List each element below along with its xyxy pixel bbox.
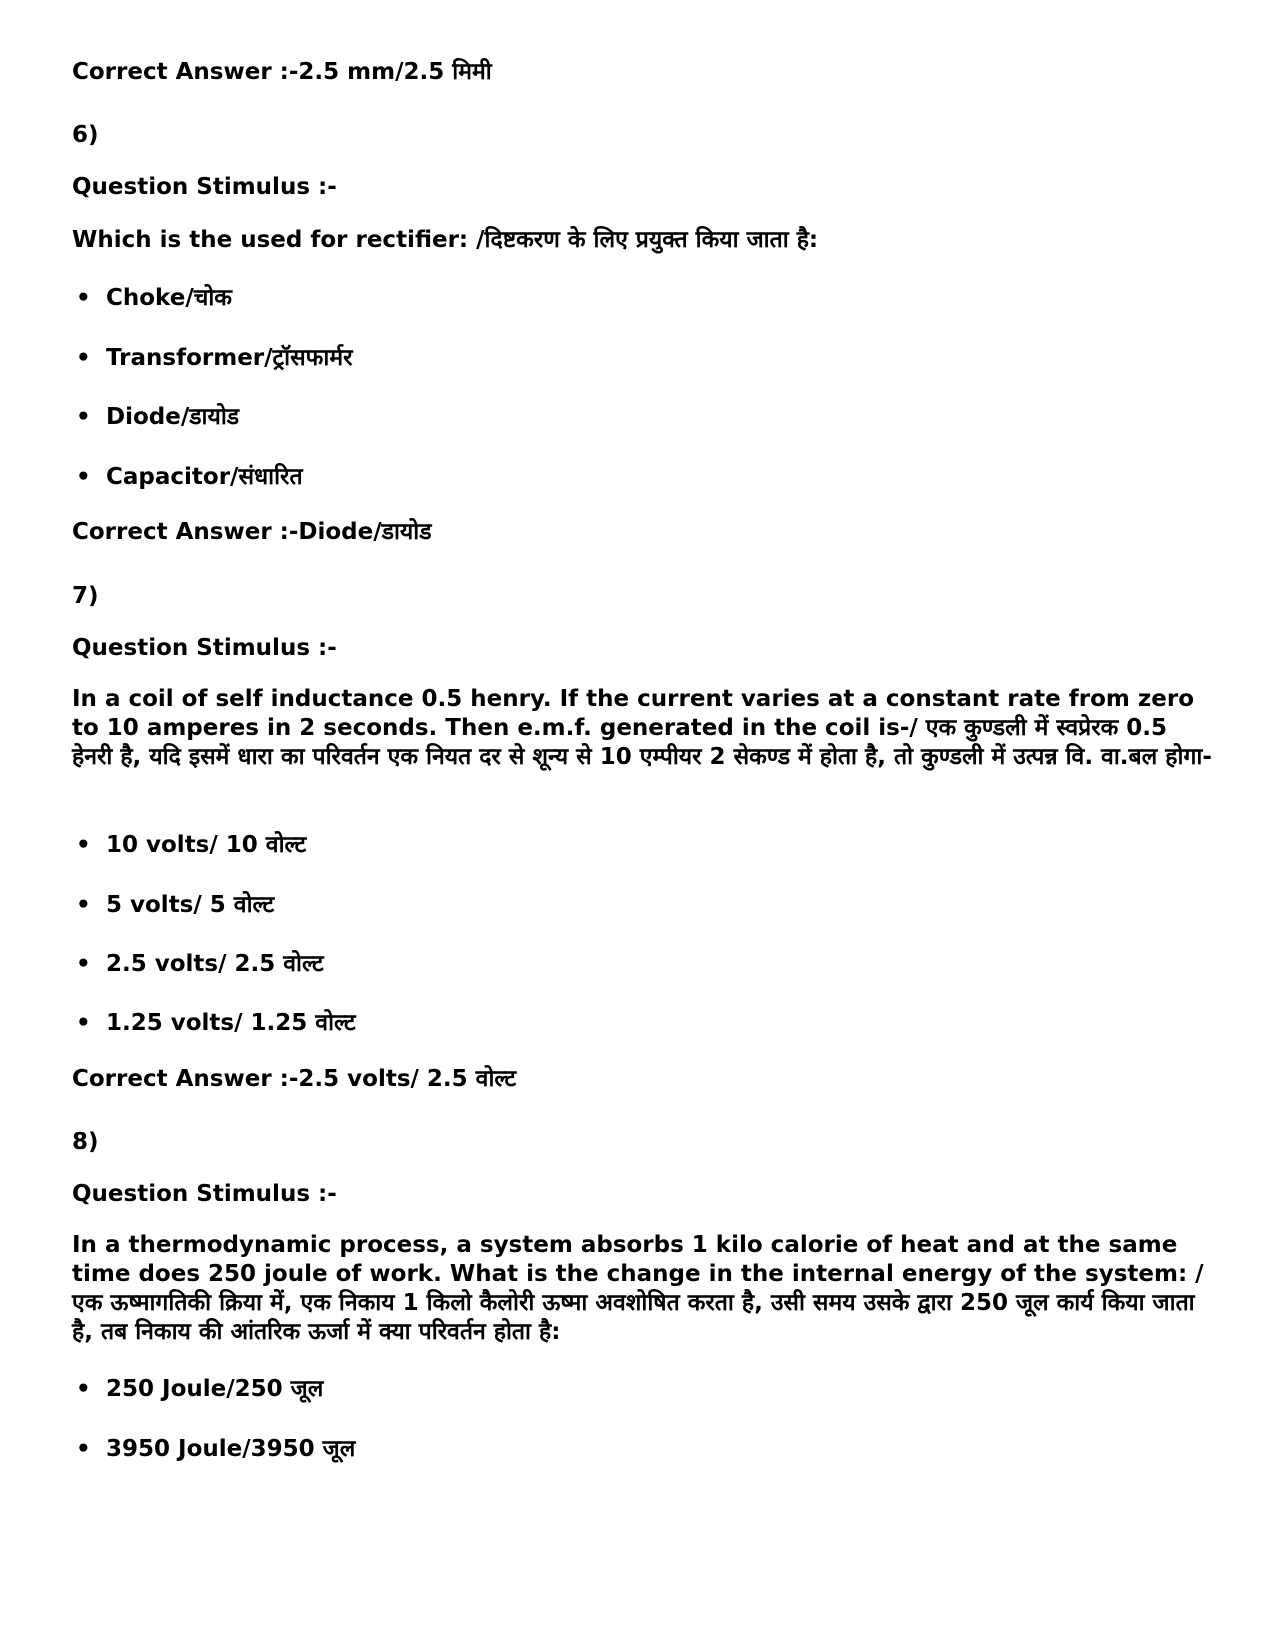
question-number: 6) bbox=[72, 122, 99, 148]
question-number: 8) bbox=[72, 1129, 99, 1155]
bullet-icon: • bbox=[76, 345, 91, 371]
option-item bbox=[76, 831, 307, 859]
question-number: 7) bbox=[72, 583, 99, 609]
question-text: In a thermodynamic process, a system absorbs 1 kilo calorie of heat and at the same time does 250 joule of work. What is the change in the internal energy of the system: / एक ऊष्मागतिकी क्रिया में, एक निकाय 1 किलो कैलोरी ऊष्मा अवशोषित करता है, उसी समय उसके द्वारा 250 जूल कार्य किया जाता है, तब निकाय की आंतरिक ऊर्जा में क्या परिवर्तन होता है: bbox=[72, 1232, 1204, 1345]
option-label: Choke/चोक bbox=[106, 285, 232, 311]
option-label: Capacitor/संधारित bbox=[106, 464, 303, 490]
answer-label: Correct Answer :- bbox=[72, 1066, 299, 1092]
option-label: 10 volts/ 10 वोल्ट bbox=[106, 832, 307, 858]
option-item bbox=[76, 403, 240, 431]
bullet-icon: • bbox=[76, 285, 91, 311]
bullet-icon: • bbox=[76, 832, 91, 858]
question-stimulus-label: Question Stimulus :- bbox=[72, 635, 337, 661]
answer-label: Correct Answer :- bbox=[72, 59, 299, 85]
option-label: 250 Joule/250 जूल bbox=[106, 1376, 324, 1402]
option-item bbox=[76, 1375, 324, 1403]
question-text: In a coil of self inductance 0.5 henry. If the current varies at a constant rate from zero to 10 amperes in 2 seconds. Then e.m.f. generated in the coil is-/ एक कुण्डली में स्वप्रेरक 0.5 हेनरी है, यदि इसमें धारा का परिवर्तन एक नियत दर से शून्य से 10 एम्पीयर 2 सेकण्ड में होता है, तो कुण्डली में उत्पन्न वि. वा.बल होगा- bbox=[72, 686, 1212, 770]
bullet-icon: • bbox=[76, 1376, 91, 1402]
option-label: 5 volts/ 5 वोल्ट bbox=[106, 892, 275, 918]
option-label: 3950 Joule/3950 जूल bbox=[106, 1436, 356, 1462]
option-label: Diode/डायोड bbox=[106, 404, 240, 430]
option-item bbox=[76, 1435, 356, 1463]
bullet-icon: • bbox=[76, 1010, 91, 1036]
bullet-icon: • bbox=[76, 951, 91, 977]
option-label: Transformer/ट्रॉसफार्मर bbox=[106, 345, 353, 371]
question-stimulus-label: Question Stimulus :- bbox=[72, 1181, 337, 1207]
answer-value: 2.5 volts/ 2.5 वोल्ट bbox=[298, 1066, 517, 1092]
answer-line-q7 bbox=[72, 1065, 516, 1093]
answer-label: Correct Answer :- bbox=[72, 519, 299, 545]
option-item bbox=[76, 284, 232, 312]
bullet-icon: • bbox=[76, 464, 91, 490]
answer-line-q6 bbox=[72, 518, 432, 546]
option-item bbox=[76, 891, 275, 919]
answer-value: 2.5 mm/2.5 मिमी bbox=[298, 59, 492, 85]
option-label: 1.25 volts/ 1.25 वोल्ट bbox=[106, 1010, 356, 1036]
bullet-icon: • bbox=[76, 1436, 91, 1462]
answer-line-q5 bbox=[72, 58, 492, 86]
bullet-icon: • bbox=[76, 404, 91, 430]
option-item bbox=[76, 950, 324, 978]
option-item bbox=[76, 463, 303, 491]
question-text: Which is the used for rectifier: /दिष्टकरण के लिए प्रयुक्त किया जाता है: bbox=[72, 227, 819, 253]
bullet-icon: • bbox=[76, 892, 91, 918]
option-label: 2.5 volts/ 2.5 वोल्ट bbox=[106, 951, 324, 977]
option-item bbox=[76, 344, 353, 372]
question-stimulus-label: Question Stimulus :- bbox=[72, 174, 337, 200]
option-item bbox=[76, 1009, 356, 1037]
answer-value: Diode/डायोड bbox=[298, 519, 432, 545]
